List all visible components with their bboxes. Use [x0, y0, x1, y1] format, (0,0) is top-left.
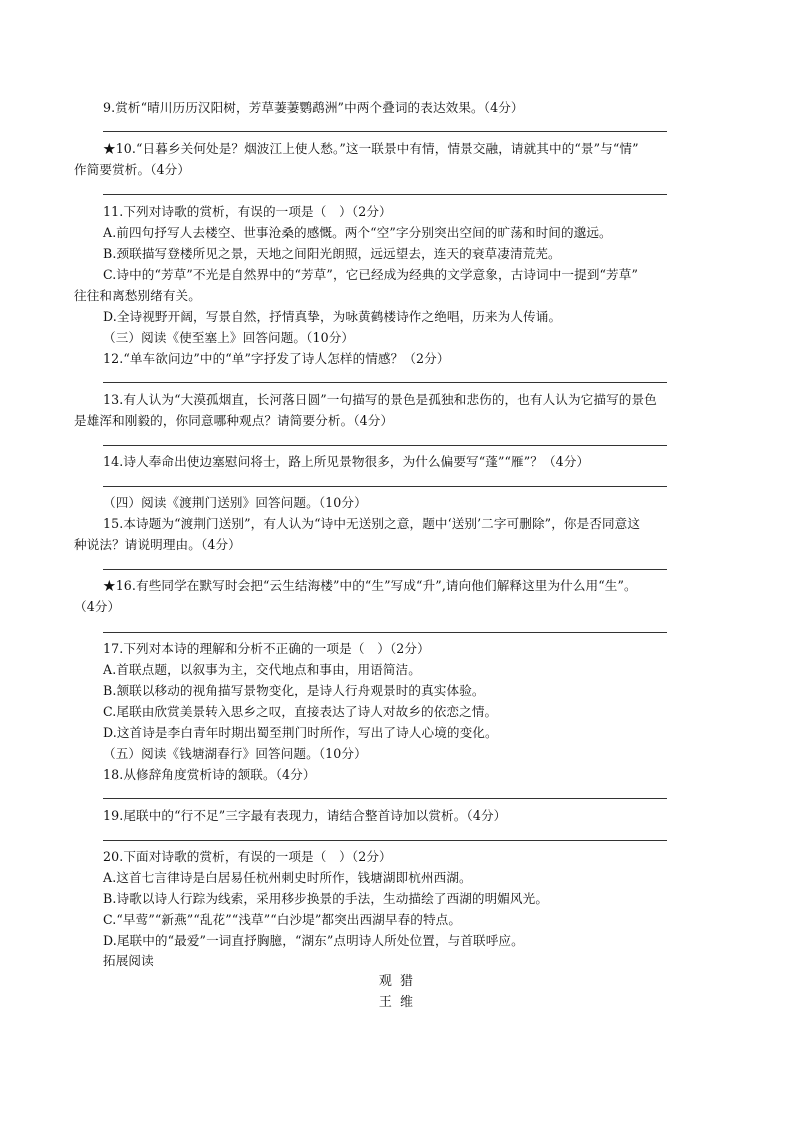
section-4-heading: （四）阅读《渡荆门送别》回答问题。（10分） — [103, 495, 367, 510]
question-20-option-a: A.这首七言律诗是白居易任杭州刺史时所作，钱塘湖即杭州西湖。 — [103, 870, 472, 885]
answer-line — [103, 840, 667, 841]
question-19: 19.尾联中的“行不足”三字最有表现力，请结合整首诗加以赏析。（4分） — [103, 808, 507, 823]
question-11-option-c-line1: C.诗中的“芳草”不光是自然界中的“芳草”，它已经成为经典的文学意象，古诗词中一提到“芳草” — [103, 267, 638, 282]
answer-line — [103, 569, 667, 570]
answer-line — [103, 445, 667, 446]
answer-line — [103, 632, 667, 633]
question-17-option-b: B.颔联以移动的视角描写景物变化，是诗人行舟观景时的真实体验。 — [103, 683, 485, 698]
question-15-line1: 15.本诗题为“渡荆门送别”，有人认为“诗中无送别之意，题中‘送别’二字可删除”，你是否同意这 — [103, 516, 641, 531]
section-5-heading: （五）阅读《钱塘湖春行》回答问题。（10分） — [103, 746, 367, 761]
question-11-option-a: A.前四句抒写人去楼空、世事沧桑的感慨。两个“空”字分别突出空间的旷荡和时间的邈远。 — [103, 225, 612, 240]
question-9: 9.赏析“晴川历历汉阳树，芳草萋萋鹦鹉洲”中两个叠词的表达效果。（4分） — [103, 100, 524, 115]
question-20-stem: 20.下面对诗歌的赏析，有误的一项是（ ）（2分） — [103, 849, 392, 864]
question-20-option-b: B.诗歌以诗人行踪为线索，采用移步换景的手法，生动描绘了西湖的明媚风光。 — [103, 891, 549, 906]
question-17-option-c: C.尾联由欣赏美景转入思乡之叹，直接表达了诗人对故乡的依恋之情。 — [103, 704, 498, 719]
extended-reading-heading: 拓展阅读 — [103, 953, 154, 968]
question-11-option-c-line2: 往往和离愁别绪有关。 — [74, 288, 201, 303]
question-20-option-c: C.“早莺”“新燕”“乱花”“浅草”“白沙堤”都突出西湖早春的特点。 — [103, 912, 462, 927]
answer-line — [103, 798, 667, 799]
question-17-option-a: A.首联点题，以叙事为主，交代地点和事由，用语简洁。 — [103, 662, 421, 677]
answer-line — [103, 194, 667, 195]
question-20-option-d: D.尾联中的“最爱”一词直抒胸臆，“湖东”点明诗人所处位置，与首联呼应。 — [103, 933, 524, 948]
question-18: 18.从修辞角度赏析诗的颔联。（4分） — [103, 767, 316, 782]
question-17-option-d: D.这首诗是李白青年时期出蜀至荆门时所作，写出了诗人心境的变化。 — [103, 725, 498, 740]
question-15-line2: 种说法？请说明理由。（4分） — [74, 537, 241, 552]
answer-line — [103, 131, 667, 132]
question-11-option-d: D.全诗视野开阔，写景自然，抒情真挚，为咏黄鹤楼诗作之绝唱，历来为人传诵。 — [103, 309, 562, 324]
question-11-stem: 11.下列对诗歌的赏析，有误的一项是（ ）（2分） — [103, 204, 392, 219]
section-3-heading: （三）阅读《使至塞上》回答问题。（10分） — [103, 330, 355, 345]
question-14: 14.诗人奉命出使边塞慰问将士，路上所见景物很多，为什么偏要写“蓬”“雁”？（4分） — [103, 454, 590, 469]
poem-author: 王 维 — [378, 995, 416, 1010]
question-11-option-b: B.颈联描写登楼所见之景，天地之间阳光朗照，远远望去，连天的衰草凄清荒芜。 — [103, 246, 561, 261]
question-16-line2: （4分） — [74, 599, 121, 614]
question-10-line2: 作简要赏析。（4分） — [74, 162, 191, 177]
poem-title: 观 猎 — [378, 974, 416, 989]
answer-line — [103, 382, 667, 383]
question-17-stem: 17.下列对本诗的理解和分析不正确的一项是（ ）（2分） — [103, 641, 430, 656]
question-13-line2: 是雄浑和刚毅的，你同意哪种观点？请简要分析。（4分） — [74, 413, 394, 428]
answer-line — [103, 486, 667, 487]
question-13-line1: 13.有人认为“大漠孤烟直，长河落日圆”一句描写的景色是孤独和悲伤的，也有人认为它描写的景色 — [103, 392, 657, 407]
question-10-line1: ★10.“日暮乡关何处是？烟波江上使人愁。”这一联景中有情，情景交融，请就其中的“景”与“情” — [103, 141, 639, 156]
question-12: 12.“单车欲问边”中的“单”字抒发了诗人怎样的情感？（2分） — [103, 351, 450, 366]
question-16-line1: ★16.有些同学在默写时会把“云生结海楼”中的“生”写成“升”,请向他们解释这里为什么用“生”。 — [103, 578, 637, 593]
